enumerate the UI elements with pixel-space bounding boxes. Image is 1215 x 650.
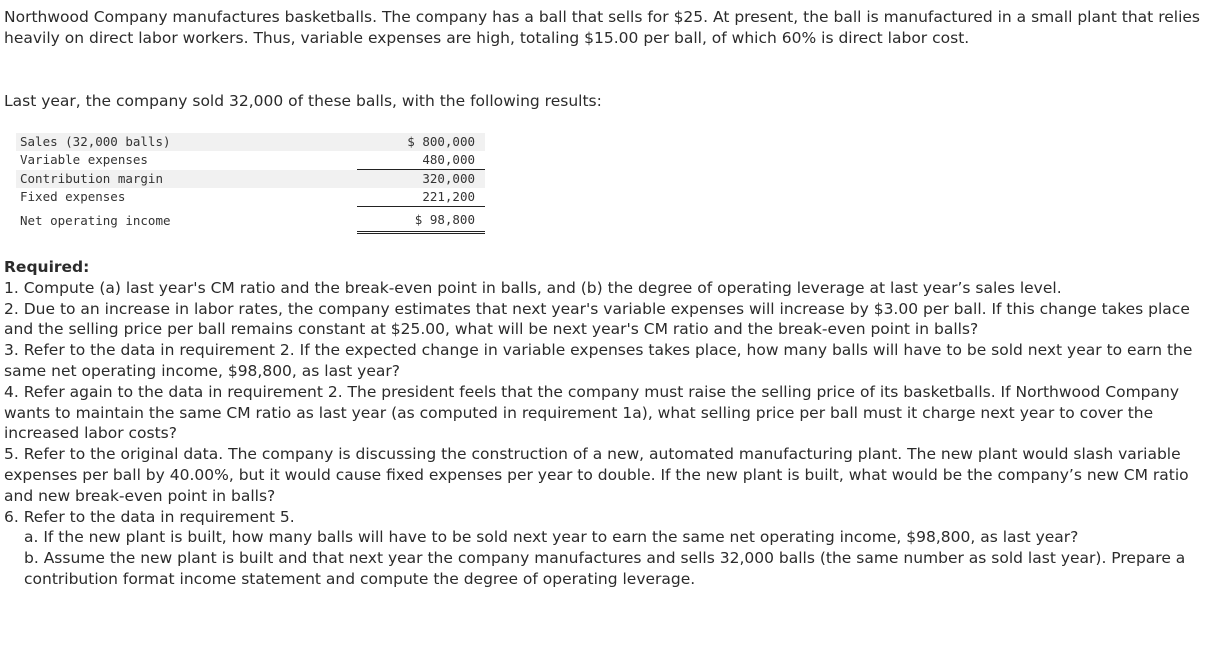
requirement-3: 3. Refer to the data in requirement 2. If the expected change in variable expenses takes place, how many balls will have to be sold next year to earn the same net operating income, $98,800, as last year? [4, 341, 1193, 380]
required-heading: Required: [4, 258, 90, 276]
intro-paragraph: Northwood Company manufactures basketballs. The company has a ball that sells for $25. At present, the ball is manufactured in a small plant that relies heavily on direct labor workers. Thus, variable expenses are high, totaling $15.00 per ball, of which 60% is direct labor cost. [4, 8, 1200, 47]
table-row-net-operating-income [16, 207, 485, 233]
requirement-6a: a. If the new plant is built, how many balls will have to be sold next year to earn the same net operating income, $98,800, as last year? [24, 528, 1079, 547]
row-label: Net operating income [20, 212, 171, 228]
row-amount: 480,000 [357, 151, 485, 170]
row-label: Contribution margin [16, 170, 357, 189]
row-label: Fixed expenses [20, 189, 126, 205]
requirement-5: 5. Refer to the original data. The company is discussing the construction of a new, automated manufacturing plant. The new plant would slash variable expenses per ball by 40.00%, but it would cause fixed expenses per year to double. If the new plant is built, what would be the company’s new CM ratio and new break-even point in balls? [4, 445, 1189, 505]
requirement-6b: b. Assume the new plant is built and that next year the company manufactures and sells 32,000 balls (the same number as sold last year). Prepare a contribution format income statement and compute the degree of operating leverage. [24, 549, 1186, 588]
row-label: Sales (32,000 balls) [16, 133, 357, 151]
required-section [4, 257, 1209, 590]
income-statement-table [16, 133, 485, 234]
row-label: Variable expenses [20, 152, 148, 168]
table-row-contribution-margin [16, 170, 485, 189]
summary-paragraph: Last year, the company sold 32,000 of these balls, with the following results: [4, 92, 602, 110]
row-amount: 221,200 [357, 188, 485, 207]
row-amount: $ 98,800 [357, 207, 485, 233]
row-amount: $ 800,000 [357, 133, 485, 151]
requirement-4: 4. Refer again to the data in requirement 2. The president feels that the company must raise the selling price of its basketballs. If Northwood Company wants to maintain the same CM ratio as last year (as computed in requirement 1a), what selling price per ball must it charge next year to cover the increased labor costs? [4, 382, 1180, 443]
table-row-fixed-expenses [16, 188, 485, 207]
requirement-1: 1. Compute (a) last year's CM ratio and the break-even point in balls, and (b) the degree of operating leverage at last year’s sales level. [4, 278, 1062, 297]
table-row-sales [16, 133, 485, 151]
table-row-variable-expenses [16, 151, 485, 170]
requirement-2: 2. Due to an increase in labor rates, the company estimates that next year's variable expenses will increase by $3.00 per ball. If this change takes place and the selling price per ball remains constant at $25.00, what will be next year's CM ratio and the break-even point in balls? [4, 299, 1190, 339]
row-amount: 320,000 [357, 170, 485, 189]
requirement-6: 6. Refer to the data in requirement 5. [4, 507, 295, 526]
